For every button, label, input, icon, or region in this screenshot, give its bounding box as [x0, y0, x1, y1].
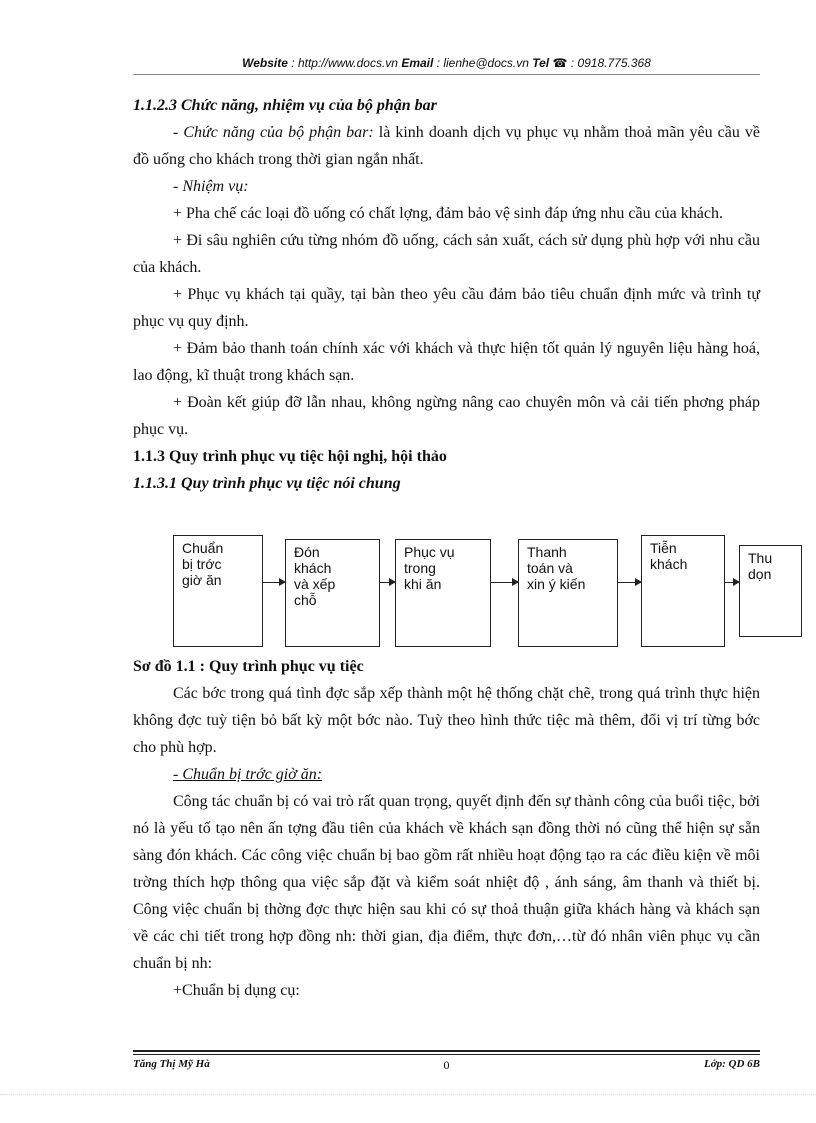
diagram-box-serve: Phục vụ trong khi ăn	[395, 539, 491, 647]
duty-item: + Pha chế các loại đồ uống có chất lợng, đảm bảo vệ sinh đáp ứng nhu cầu của khách.	[173, 205, 723, 222]
section-heading-1131: 1.1.3.1 Quy trình phục vụ tiệc nói chung	[133, 475, 401, 492]
website-url: : http://www.docs.vn	[287, 56, 402, 70]
section-heading-1123: 1.1.2.3 Chức năng, nhiệm vụ của bộ phận bar	[133, 97, 437, 114]
process-diagram	[133, 505, 773, 653]
email-address: : lienhe@docs.vn	[433, 56, 533, 70]
diagram-caption: Sơ đồ 1.1 : Quy trình phục vụ tiệc	[133, 658, 364, 675]
page-number: 0	[443, 1058, 450, 1072]
duty-item: + Đoàn kết giúp đỡ lẫn nhau, không ngừng nâng cao chuyên môn và cải tiến phơng pháp phục vụ.	[133, 394, 760, 438]
bar-duty-label: - Nhiệm vụ:	[173, 178, 249, 195]
section-heading-113: 1.1.3 Quy trình phục vụ tiệc hội nghị, hội thảo	[133, 448, 447, 465]
duty-item: + Đảm bảo thanh toán chính xác với khách và thực hiện tốt quản lý nguyên liệu hàng hoá, lao động, kĩ thuật trong khách sạn.	[133, 340, 760, 384]
page-header	[133, 56, 760, 70]
footer-divider	[133, 1050, 760, 1052]
body-paragraph: +Chuẩn bị dụng cụ:	[173, 982, 300, 999]
bar-function-label: - Chức năng của bộ phận bar:	[173, 124, 374, 141]
tel-number: ☎ : 0918.775.368	[549, 56, 651, 70]
header-divider	[133, 74, 760, 75]
diagram-box-farewell: Tiễn khách	[641, 535, 725, 647]
body-paragraph: Công tác chuẩn bị có vai trò rất quan trọng, quyết định đến sự thành công của buổi tiệc, bởi nó là yếu tố tạo nên ấn tợng đầu tiên của khách về khách sạn đồng thời nó cũng thể hiện sự sẵn sàng đón khách. Các công việc chuẩn bị bao gồm rất nhiều hoạt động tạo ra các điều kiện về môi trờng thích hợp thông qua việc sắp đặt và kiểm soát nhiệt độ , ánh sáng, âm thanh và thiết bị. Công việc chuẩn bị thờng đợc thực hiện sau khi có sự thoả thuận giữa khách hàng và khách sạn về các chi tiết trong hợp đồng nh: thời gian, địa điểm, thực đơn,…từ đó nhân viên phục vụ cần chuẩn bị nh:	[133, 793, 760, 972]
subsection-label: - Chuẩn bị trớc giờ ăn:	[173, 766, 323, 783]
diagram-box-payment: Thanh toán và xin ý kiến	[518, 539, 618, 647]
website-label: Website	[242, 56, 288, 70]
duty-item: + Phục vụ khách tại quầy, tại bàn theo yêu cầu đảm bảo tiêu chuẩn định mức và trình tự phục vụ quy định.	[133, 286, 760, 330]
footer-author: Tăng Thị Mỹ Hà	[133, 1058, 210, 1070]
email-label: Email	[401, 56, 434, 70]
diagram-box-welcome: Đón khách và xếp chỗ	[285, 539, 380, 647]
diagram-arrow	[491, 582, 518, 583]
body-paragraph: Các bớc trong quá tình đợc sắp xếp thành một hệ thống chặt chẽ, trong quá trình thực hiện không đợc tuỳ tiện bỏ bất kỳ một bớc nào. Tuỳ theo hình thức tiệc mà thêm, đổi vị trí từng bớc cho phù hợp.	[133, 685, 760, 756]
page-content	[133, 92, 773, 1004]
footer-class: Lớp: QD 6B	[703, 1058, 760, 1070]
page-bottom-border	[0, 1094, 816, 1095]
diagram-arrow	[618, 582, 641, 583]
bar-function-paragraph	[133, 119, 760, 173]
footer-divider	[133, 1054, 760, 1055]
duty-item: + Đi sâu nghiên cứu từng nhóm đồ uống, cách sản xuất, cách sử dụng phù hợp với nhu cầu của khách.	[133, 232, 760, 276]
bar-function-text: là kinh doanh dịch vụ phục vụ nhằm thoả mãn yêu cầu về đồ uống cho khách trong thời gian ngắn nhất.	[133, 124, 760, 168]
diagram-box-cleanup: Thu dọn	[739, 545, 802, 637]
diagram-arrow	[263, 582, 285, 583]
diagram-arrow	[725, 582, 739, 583]
page-footer	[133, 1058, 760, 1074]
tel-label: Tel	[532, 56, 550, 70]
diagram-arrow	[380, 582, 395, 583]
diagram-box-prepare: Chuẩn bị trớc giờ ăn	[173, 535, 263, 647]
